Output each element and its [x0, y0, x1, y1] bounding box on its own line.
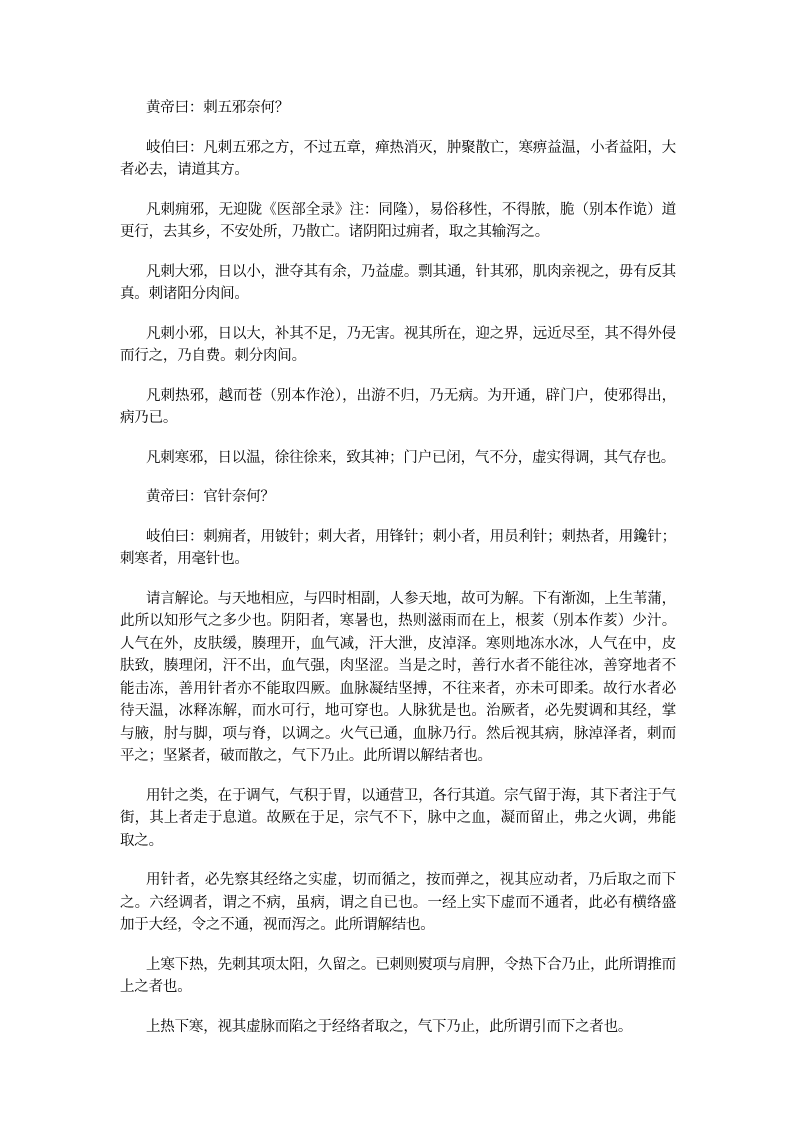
- paragraph-small-evil: 凡刺小邪，日以大，补其不足，乃无害。视其所在，迎之界，远近尽至，其不得外侵而行之，乃自费。刺分肉间。: [120, 325, 676, 364]
- paragraph-cold-evil: 凡刺寒邪，日以温，徐往徐来，致其神；门户已闭，气不分，虚实得调，其气存也。: [146, 449, 676, 466]
- paragraph-question-five-evils: 黄帝曰：刺五邪奈何？: [146, 100, 289, 116]
- paragraph-upper-cold: 上寒下热，先刺其项太阳，久留之。已刺则熨项与肩胛，令热下合乃止，此所谓推而上之者也。: [120, 956, 676, 995]
- paragraph-needle-qi: 用针之类，在于调气，气积于胃，以通营卫，各行其道。宗气留于海，其下者注于气街，其上者走于息道。故厥在于足，宗气不下，脉中之血，凝而留止，弗之火调，弗能取之。: [120, 787, 676, 849]
- paragraph-using-needles: 用针者，必先察其经络之实虚，切而循之，按而弹之，视其应动者，乃后取之而下之。六经调者，谓之不病，虽病，谓之自已也。一经上实下虚而不通者，此必有横络盛加于大经，令之不通，视而泻之。此所谓解结也。: [120, 872, 676, 933]
- paragraph-answer-five-evils: 岐伯曰：凡刺五邪之方，不过五章，瘅热消灭，肿聚散亡，寒痹益温，小者益阳，大者必去，请道其方。: [120, 139, 676, 178]
- paragraph-answer-needles: 岐伯曰：刺痈者，用铍针；刺大者，用锋针；刺小者，用员利针；刺热者，用鑱针；刺寒者，用毫针也。: [120, 528, 676, 567]
- paragraph-question-needles: 黄帝曰：官针奈何？: [146, 489, 275, 505]
- paragraph-large-evil: 凡刺大邪，日以小，泄夺其有余，乃益虚。剽其通，针其邪，肌肉亲视之，毋有反其真。刺诸阳分肉间。: [120, 263, 676, 302]
- paragraph-heat-evil: 凡刺热邪，越而苍（别本作沧），出游不归，乃无病。为开通，辟门户，使邪得出，病乃已。: [120, 387, 676, 426]
- paragraph-explanation: 请言解论。与天地相应，与四时相副，人参天地，故可为解。下有渐洳，上生苇蒲，此所以知形气之多少也。阴阳者，寒暑也，热则滋雨而在上，根荄（别本作荄）少汁。人气在外，皮肤缓，腠理开，血气减，汗大泄，皮淖泽。寒则地冻水冰，人气在中，皮肤致，腠理闭，汗不出，血气强，肉坚涩。当是之时，善行水者不能往冰，善穿地者不能击冻，善用针者亦不能取四厥。血脉凝结坚搏，不往来者，亦未可即柔。故行水者必待天温，冰释冻解，而水可行，地可穿也。人脉犹是也。治厥者，必先熨调和其经，掌与腋，肘与脚，项与脊，以调之。火气已通，血脉乃行。然后视其病，脉淖泽者，刺而平之；坚紧者，破而散之，气下乃止。此所谓以解结者也。: [120, 590, 676, 764]
- paragraph-abscess-evil: 凡刺痈邪，无迎陇《医部全录》注：同隆），易俗移性，不得脓，脆（别本作诡）道更行，去其乡，不安处所，乃散亡。诸阴阳过痈者，取之其输泻之。: [120, 201, 676, 240]
- paragraph-upper-heat: 上热下寒，视其虚脉而陷之于经络者取之，气下乃止，此所谓引而下之者也。: [146, 1018, 633, 1035]
- document-body: [120, 97, 676, 1055]
